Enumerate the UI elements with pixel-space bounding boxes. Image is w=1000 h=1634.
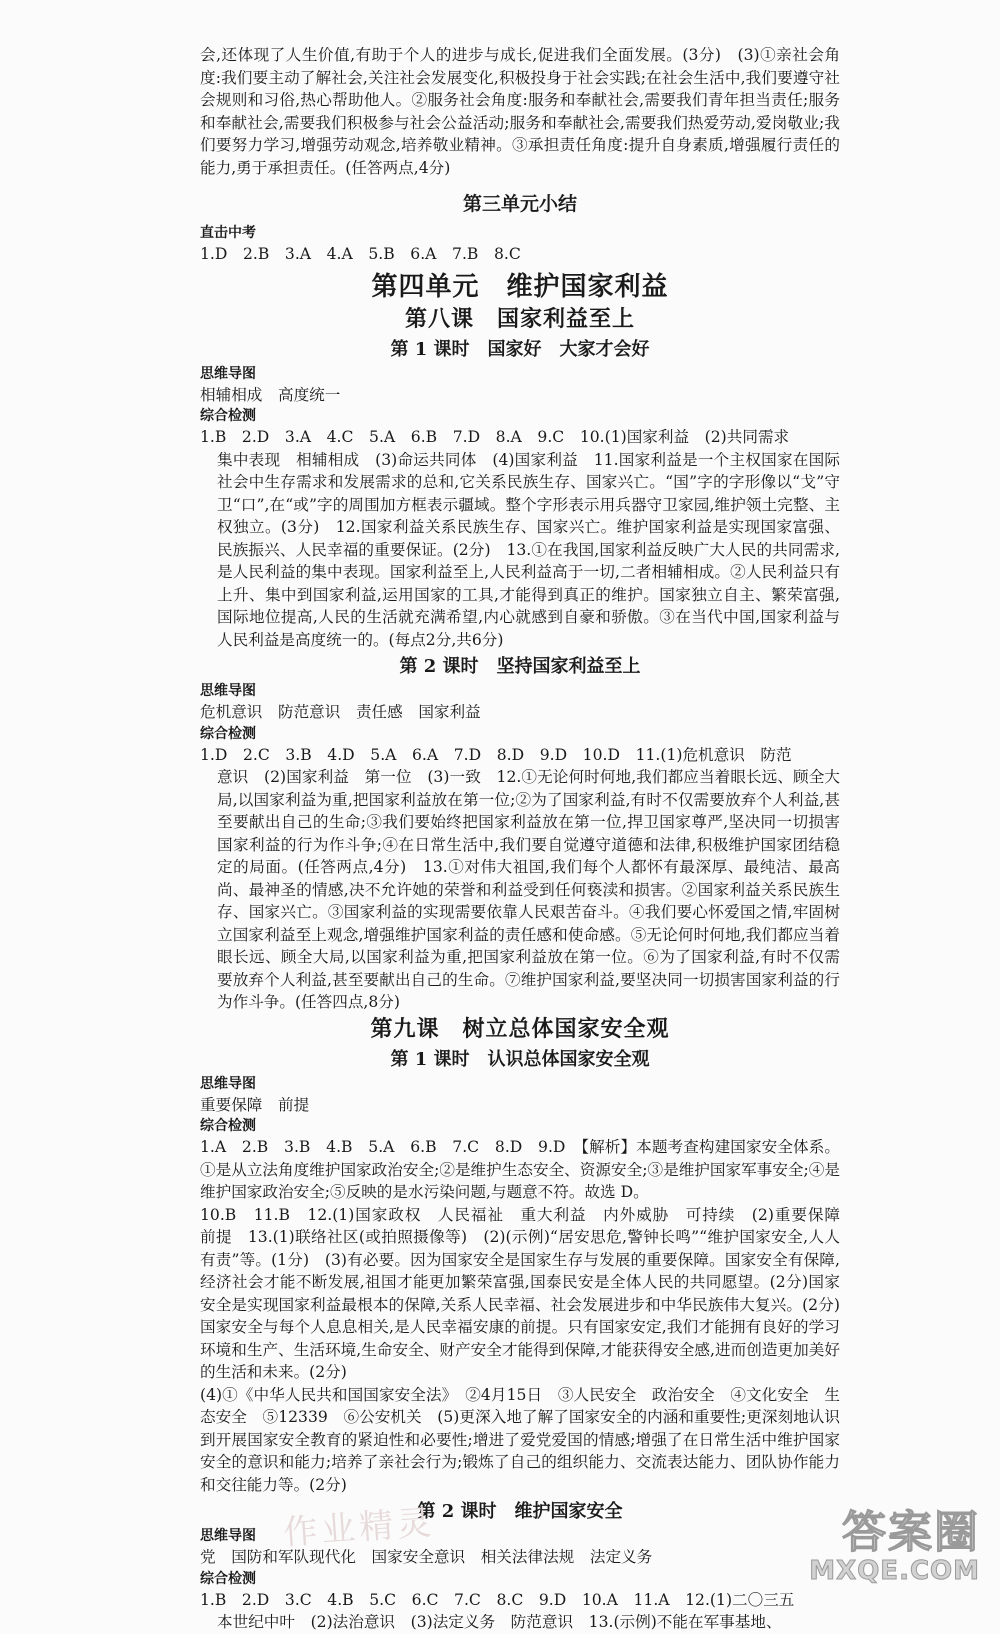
test-answers: 1.D 2.C 3.B 4.D 5.A 6.A 7.D 8.D 9.D 10.D 11.(1)危机意识 防范: [200, 745, 792, 764]
mindmap-label: 思维导图: [200, 1528, 256, 1544]
lesson9-period2-title: 第 2 课时 维护国家安全: [417, 1501, 623, 1522]
watermark-logo: [809, 1507, 980, 1586]
test-answers: 1.B 2.D 3.A 4.C 5.A 6.B 7.D 8.A 9.C 10.(1)国家利益 (2)共同需求: [200, 428, 790, 446]
mindmap-answers: 相辅相成 高度统一: [200, 385, 341, 404]
test-label: 综合检测: [200, 1570, 256, 1587]
lesson9-title: 第九课 树立总体国家安全观: [370, 1015, 670, 1042]
intro-paragraph: 会,还体现了人生价值,有助于个人的进步与成长,促进我们全面发展。(3分) (3)①亲社会角度:我们要主动了解社会,关注社会发展变化,积极投身于社会实践;在社会生活中,我们要遵守社会规则和习俗,热心帮助他人。②服务社会角度:服务和奉献社会,需要我们青年担当责任;服务和奉献社会,需要我们积极参与社会公益活动;服务和奉献社会,需要我们热爱劳动,爱岗敬业;我们要努力学习,增强劳动观念,培养敬业精神。③承担责任角度:提升自身素质,增强履行责任的能力,勇于承担责任。(任答两点,4分): [200, 46, 840, 177]
test-answers-continued: 集中表现 相辅相成 (3)命运共同体 (4)国家利益 11.国家利益是一个主权国家在国际社会中生存需求和发展需求的总和,它关系民族生存、国家兴亡。“国”字的字形像以“戈”守卫“口”,在“或”字的周围加方框表示疆域。整个字形表示用兵器守卫家园,维护领土完整、主权独立。(3分) 12.国家利益关系民族生存、国家兴亡。维护国家利益是实现国家富强、民族振兴、人民幸福的重要保证。(2分) 13.①在我国,国家利益反映广大人民的共同需求,是人民利益的集中表现。国家利益至上,人民利益高于一切,二者相辅相成。②人民利益只有上升、集中到国家利益,运用国家的工具,才能得到真正的维护。国家独立自主、繁荣富强,国际地位提高,人民的生活就充满希望,内心就感到自豪和骄傲。③在当代中国,国家利益与人民利益是高度统一的。(每点2分,共6分): [217, 450, 840, 649]
mindmap-answers: 党 国防和军队现代化 国家安全意识 相关法律法规 法定义务: [200, 1548, 653, 1566]
unit3-summary-answers: 1.D 2.B 3.A 4.A 5.B 6.A 7.B 8.C: [200, 245, 521, 263]
answer-page: [200, 44, 856, 1634]
test-answers-continued: 意识 (2)国家利益 第一位 (3)一致 12.①无论何时何地,我们都应当着眼长远、顾全大局,以国家利益为重,把国家利益放在第一位;②为了国家利益,有时不仅需要放弃个人利益,甚至要献出自己的生命;③我们要始终把国家利益放在第一位,捍卫国家尊严,坚决同一切损害国家利益的行为作斗争;④在日常生活中,我们要自觉遵守道德和法律,积极维护国家团结稳定的局面。(任答两点,4分) 13.①对伟大祖国,我们每个人都怀有最深厚、最纯洁、最高尚、最神圣的情感,决不允许她的荣誉和利益受到任何亵渎和损害。②国家利益关系民族生存、国家兴亡。③国家利益的实现需要依靠人民艰苦奋斗。④我们要心怀爱国之情,牢固树立国家利益至上观念,增强维护国家利益的责任感和使命感。⑤无论何时何地,我们都应当着眼长远、顾全大局,以国家利益为重,把国家利益放在第一位。⑥为了国家利益,有时不仅需要放弃个人利益,甚至要献出自己的生命。⑦维护国家利益,要坚决同一切损害国家利益的行为作斗争。(任答四点,8分): [217, 768, 840, 1011]
mindmap-label: 思维导图: [200, 683, 256, 699]
lesson8-title: 第八课 国家利益至上: [404, 305, 635, 332]
mindmap-label: 思维导图: [200, 1075, 256, 1092]
lesson9-period1-title: 第 1 课时 认识总体国家安全观: [390, 1048, 650, 1070]
test-label: 综合检测: [200, 725, 256, 742]
watermark-text: 作业精灵: [282, 1502, 437, 1554]
mindmap-label: 思维导图: [200, 365, 256, 382]
test-label: 综合检测: [200, 1118, 256, 1134]
test-label: 综合检测: [200, 408, 256, 424]
mindmap-answers: 重要保障 前提: [200, 1095, 310, 1114]
lesson8-period2-title: 第 2 课时 坚持国家利益至上: [399, 656, 641, 677]
lesson8-period1-title: 第 1 课时 国家好 大家才会好: [390, 338, 650, 360]
watermark-site-text: MXQE.COM: [809, 1556, 980, 1586]
test-answers-part2: 10.B 11.B 12.(1)国家政权 人民福祉 重大利益 内外威胁 可持续 (2)重要保障 前提 13.(1)联络社区(或拍照摄像等) (2)(示例)“居安思危,警钟长鸣”“维护国家安全,人人有责”等。(1分) (3)有必要。因为国家安全是国家生存与发展的重要保障。国家安全有保障,经济社会才能不断发展,祖国才能更加繁荣富强,国泰民安是全体人民的共同愿望。(2分)国家安全是实现国家利益最根本的保障,关系人民幸福、社会发展进步和中华民族伟大复兴。(2分)国家安全与每个人息息相关,是人民幸福安康的前提。只有国家安定,我们才能拥有良好的学习环境和生产、生活环境,生命安全、财产安全才能得到保障,才能获得安全感,进而创造更加美好的生活和未来。(2分): [200, 1205, 856, 1381]
unit4-title: 第四单元 维护国家利益: [371, 271, 669, 302]
test-answers-continued: 本世纪中叶 (2)法治意识 (3)法定义务 防范意识 13.(示例)不能在军事基地、: [217, 1613, 782, 1631]
test-answers: 1.B 2.D 3.C 4.B 5.C 6.C 7.C 8.C 9.D 10.A 11.A 12.(1)二〇三五: [200, 1590, 795, 1609]
unit3-summary-label: 直击中考: [200, 225, 256, 241]
unit3-summary-title: 第三单元小结: [462, 193, 577, 215]
watermark-logo-text: 答案圈: [842, 1507, 980, 1558]
test-answers: 1.A 2.B 3.B 4.B 5.A 6.B 7.C 8.D 9.D 【解析】本题考查构建国家安全体系。①是从立法角度维护国家政治安全;②是维护生态安全、资源安全;③是维护国家军事安全;④是维护国家政治安全;⑤反映的是水污染问题,与题意不符。故选 D。: [200, 1138, 840, 1201]
test-answers-part3: (4)①《中华人民共和国国家安全法》 ②4月15日 ③人民安全 政治安全 ④文化安全 生态安全 ⑤12339 ⑥公安机关 (5)更深入地了解了国家安全的内涵和重要性;更深刻地认识到开展国家安全教育的紧迫性和必要性;增进了爱党爱国的情感;增强了在日常生活中维护国家安全的意识和能力;培养了亲社会行为;锻炼了自己的组织能力、交流表达能力、团队协作能力和交往能力等。(2分): [200, 1385, 840, 1494]
mindmap-answers: 危机意识 防范意识 责任感 国家利益: [200, 703, 481, 721]
